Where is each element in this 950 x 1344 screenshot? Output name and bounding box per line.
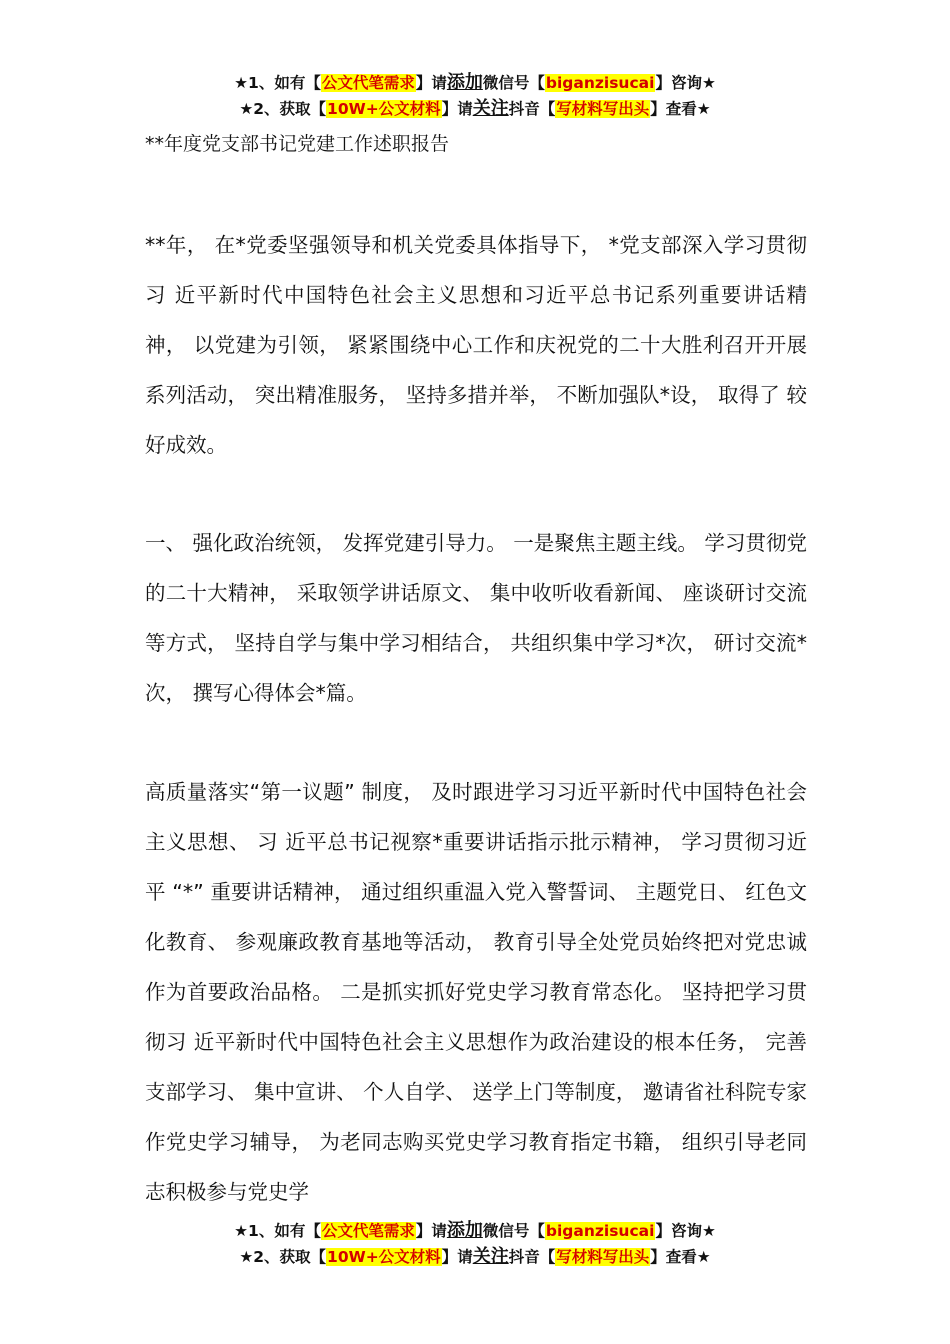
promo-text: 微信号【 [482,74,545,92]
promo-line-2 [0,1244,950,1270]
highlight-douyin-account: 写材料写出头 [556,1248,650,1266]
highlight-materials: 10W+公文材料 [327,100,441,118]
paragraph-intro: **年， 在*党委坚强领导和机关党委具体指导下， *党支部深入学习贯彻习 近平新时代中国特色社会主义思想和习近平总书记系列重要讲话精神， 以党建为引领， 紧紧围绕中心工作和庆祝党的二十大胜利召开开展系列活动， 突出精准服务， 坚持多措并举， 不断加强队*设， 取得了 较好成效。 [145,233,807,457]
highlight-douyin-account: 写材料写出头 [556,100,650,118]
highlight-service: 公文代笔需求 [321,74,415,92]
promo-text: 】请 [441,1248,473,1266]
promo-text: 】咨询★ [655,74,716,92]
highlight-materials: 10W+公文材料 [327,1248,441,1266]
promo-text: ★1、如有【 [234,1222,321,1240]
promo-text: 抖音【 [508,1248,556,1266]
highlight-wechat-id: biganzisucai [545,74,655,92]
promo-text: 】请 [415,1222,447,1240]
emphasis-follow: 关注 [472,1246,509,1267]
highlight-wechat-id: biganzisucai [545,1222,655,1240]
promo-text: ★1、如有【 [234,74,321,92]
promo-line-1 [0,70,950,96]
promo-line-2 [0,96,950,122]
promo-text: 微信号【 [482,1222,545,1240]
promo-text: ★2、获取【 [239,1248,327,1266]
promo-banner-bottom [0,1218,950,1270]
emphasis-add: 添加 [446,72,483,93]
promo-banner-top [0,70,950,122]
promo-text: ★2、获取【 [239,100,327,118]
promo-text: 】咨询★ [655,1222,716,1240]
paragraph-first-topic: 高质量落实“第一议题” 制度， 及时跟进学习习近平新时代中国特色社会主义思想、 习 近平总书记视察*重要讲话指示批示精神， 学习贯彻习近平 “*” 重要讲话精神， 通过组织重温入党入警誓词、 主题党日、 红色文化教育、 参观廉政教育基地等活动， 教育引导全处党员始终把对党忠诚作为首要政治品格。 二是抓实抓好党史学习教育常态化。 坚持把学习贯彻习 近平新时代中国特色社会主义思想作为政治建设的根本任务， 完善支部学习、 集中宣讲、 个人自学、 送学上门等制度， 邀请省社科院专家作党史学习辅导， 为老同志购买党史学习教育指定书籍， 组织引导老同志积极参与党史学 [145,780,807,1204]
promo-text: 】查看★ [650,1248,711,1266]
promo-text: 】请 [415,74,447,92]
emphasis-add: 添加 [446,1220,483,1241]
highlight-service: 公文代笔需求 [321,1222,415,1240]
promo-text: 】查看★ [650,100,711,118]
promo-text: 抖音【 [508,100,556,118]
promo-line-1 [0,1218,950,1244]
document-title: **年度党支部书记党建工作述职报告 [145,133,450,155]
emphasis-follow: 关注 [472,98,509,119]
promo-text: 】请 [441,100,473,118]
paragraph-section-1: 一、 强化政治统领， 发挥党建引导力。 一是聚焦主题主线。 学习贯彻党的二十大精神， 采取领学讲话原文、 集中收听收看新闻、 座谈研讨交流等方式， 坚持自学与集中学习相结合， 共组织集中学习*次， 研讨交流*次， 撰写心得体会*篇。 [145,531,807,705]
